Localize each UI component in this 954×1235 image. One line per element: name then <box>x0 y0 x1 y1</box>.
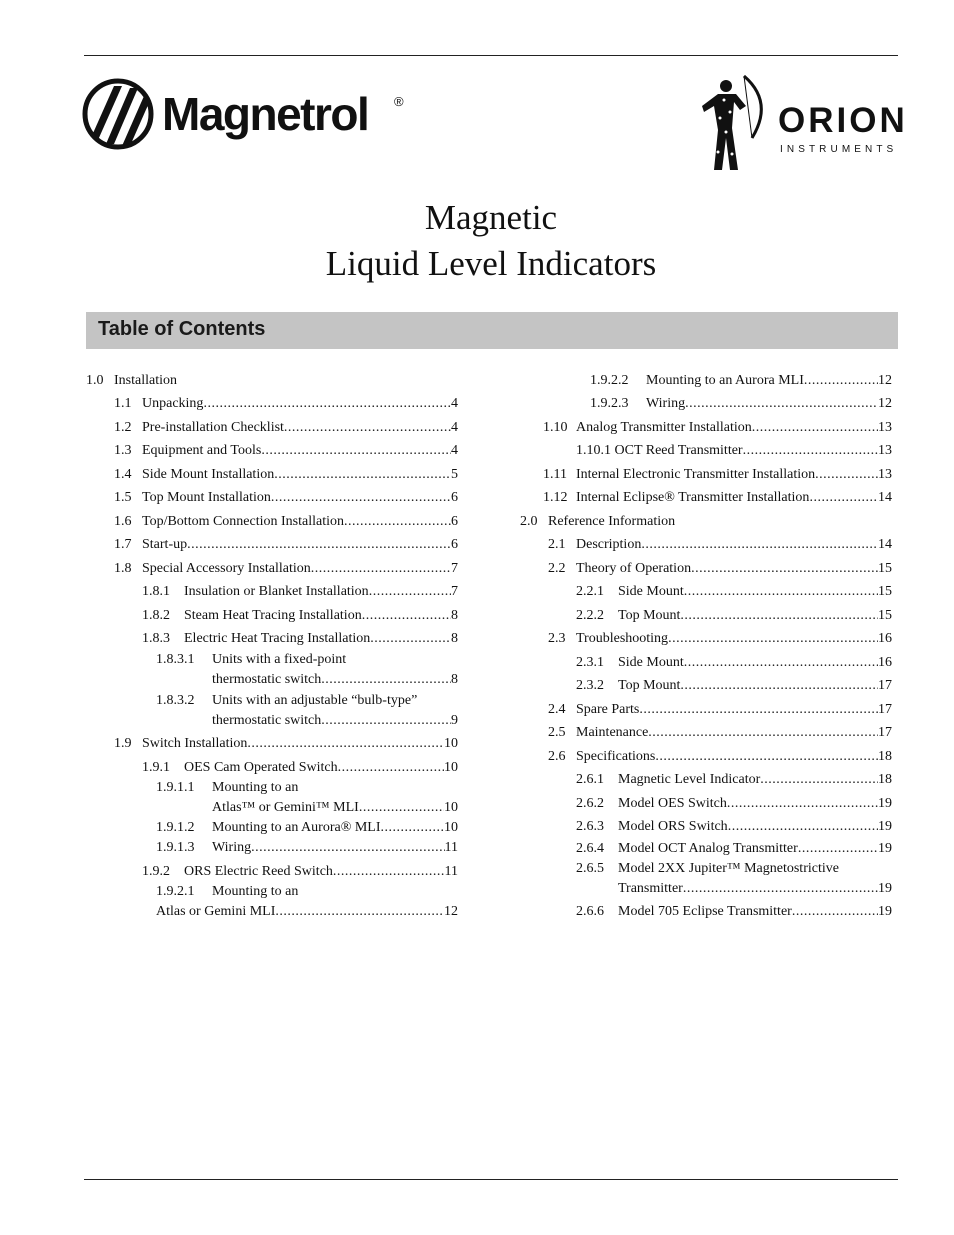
toc-page-number: 9 <box>451 713 458 728</box>
toc-entry-title: Internal Eclipse® Transmitter Installation <box>576 490 810 505</box>
toc-entry-number: 1.1 <box>114 396 132 411</box>
toc-page-number: 6 <box>451 514 458 529</box>
toc-dot-leader <box>792 903 878 921</box>
toc-entry-number: 1.9.2 <box>142 864 170 879</box>
toc-entry[interactable] <box>576 677 892 695</box>
toc-entry-number: 2.3.2 <box>576 678 604 693</box>
toc-entry-number: 1.12 <box>543 490 568 505</box>
toc-dot-leader <box>338 759 444 777</box>
toc-entry-number: 1.5 <box>114 490 132 505</box>
toc-entry-title: thermostatic switch <box>212 713 322 728</box>
toc-entry-title: Model OCT Analog Transmitter <box>618 841 798 856</box>
toc-entry-title: Mounting to an <box>212 780 299 795</box>
toc-entry[interactable] <box>576 583 892 601</box>
toc-page-number: 6 <box>451 490 458 505</box>
toc-entry[interactable] <box>576 442 892 460</box>
orion-archer-icon <box>700 72 778 177</box>
toc-entry-number: 2.0 <box>520 514 538 529</box>
toc-entry[interactable] <box>142 583 458 601</box>
top-rule <box>84 55 898 56</box>
toc-dot-leader <box>684 583 878 601</box>
toc-heading: Table of Contents <box>98 318 266 340</box>
toc-entry[interactable] <box>576 771 892 789</box>
toc-entry-title: thermostatic switch <box>212 672 322 687</box>
toc-dot-leader <box>370 630 451 648</box>
toc-entry-title: Model 705 Eclipse Transmitter <box>618 904 792 919</box>
toc-page-number: 7 <box>451 561 458 576</box>
toc-entry-number: 1.8.3.1 <box>156 652 195 667</box>
toc-entry-number: 1.9.1 <box>142 760 170 775</box>
toc-page-number: 12 <box>444 904 458 919</box>
toc-entry-title: Installation <box>114 373 177 388</box>
toc-entry-title: Equipment and Tools <box>142 443 262 458</box>
toc-dot-leader <box>321 712 451 730</box>
toc-entry-title: Spare Parts <box>576 702 640 717</box>
toc-page-number: 18 <box>878 772 892 787</box>
toc-entry-number: 2.2 <box>548 561 566 576</box>
toc-dot-leader <box>203 395 451 413</box>
toc-entry-number: 2.6.2 <box>576 796 604 811</box>
toc-entry-number: 1.6 <box>114 514 132 529</box>
toc-entry-number: 1.8.1 <box>142 584 170 599</box>
toc-page-number: 15 <box>878 561 892 576</box>
toc-dot-leader <box>369 583 451 601</box>
orion-wordmark: ORION <box>778 101 908 140</box>
toc-banner <box>86 312 898 349</box>
toc-dot-leader <box>680 607 878 625</box>
toc-dot-leader <box>261 442 451 460</box>
toc-dot-leader <box>275 903 444 921</box>
toc-entry[interactable] <box>212 712 458 730</box>
toc-entry-title: Side Mount <box>618 584 684 599</box>
toc-entry-title: Unpacking <box>142 396 204 411</box>
toc-entry-title: Start-up <box>142 537 188 552</box>
toc-entry[interactable] <box>548 630 892 648</box>
toc-dot-leader <box>344 513 451 531</box>
orion-instruments-logo <box>700 72 908 177</box>
toc-entry-title: Electric Heat Tracing Installation <box>184 631 371 646</box>
toc-entry-number: 1.4 <box>114 467 132 482</box>
toc-entry[interactable] <box>142 630 458 648</box>
toc-entry-title: Top Mount Installation <box>142 490 271 505</box>
toc-entry[interactable] <box>548 748 892 766</box>
toc-entry-number: 2.3 <box>548 631 566 646</box>
toc-dot-leader <box>680 677 878 695</box>
toc-entry[interactable] <box>576 818 892 836</box>
toc-entry-title: Specifications <box>576 749 656 764</box>
toc-entry[interactable] <box>156 651 458 669</box>
magnetrol-emblem-icon <box>82 78 154 150</box>
toc-entry-title: 1.10.1 OCT Reed Transmitter <box>576 443 743 458</box>
toc-page-number: 13 <box>878 467 892 482</box>
toc-page-number: 8 <box>451 672 458 687</box>
toc-entry-title: Top Mount <box>618 678 681 693</box>
toc-page-number: 10 <box>444 800 458 815</box>
toc-entry-title: Side Mount Installation <box>142 467 275 482</box>
toc-entry-title: Wiring <box>212 840 252 855</box>
toc-dot-leader <box>684 654 878 672</box>
toc-dot-leader <box>333 863 445 881</box>
toc-entry-number: 1.9 <box>114 736 132 751</box>
magnetrol-wordmark: Magnetrol <box>162 88 369 140</box>
toc-page-number: 14 <box>878 537 892 552</box>
toc-entry-title: Mounting to an Aurora MLI <box>646 373 804 388</box>
toc-entry-number: 2.6.5 <box>576 861 604 876</box>
toc-entry-number: 2.3.1 <box>576 655 604 670</box>
toc-dot-leader <box>321 671 451 689</box>
toc-entry[interactable] <box>114 513 458 531</box>
toc-entry[interactable] <box>576 903 892 921</box>
toc-page-number: 10 <box>444 760 458 775</box>
toc-entry[interactable] <box>520 513 892 531</box>
toc-dot-leader <box>815 466 878 484</box>
toc-entry-number: 1.3 <box>114 443 132 458</box>
toc-entry-number: 1.9.1.3 <box>156 840 195 855</box>
toc-entry-number: 2.6 <box>548 749 566 764</box>
toc-page-number: 17 <box>878 702 892 717</box>
toc-entry[interactable] <box>156 883 458 901</box>
toc-page-number: 4 <box>451 396 458 411</box>
toc-entry-number: 1.9.1.1 <box>156 780 195 795</box>
toc-entry[interactable] <box>114 489 458 507</box>
toc-entry[interactable] <box>156 779 458 797</box>
toc-entry-number: 2.4 <box>548 702 566 717</box>
toc-entry[interactable] <box>576 795 892 813</box>
toc-dot-leader <box>683 880 878 898</box>
toc-entry-title: Troubleshooting <box>576 631 669 646</box>
toc-entry-number: 1.9.2.3 <box>590 396 629 411</box>
toc-page-number: 19 <box>878 841 892 856</box>
toc-entry-title: Top Mount <box>618 608 681 623</box>
document-title-line-2: Liquid Level Indicators <box>325 244 657 283</box>
toc-dot-leader <box>648 724 878 742</box>
toc-dot-leader <box>809 489 878 507</box>
toc-entry-number: 1.8.2 <box>142 608 170 623</box>
toc-dot-leader <box>274 466 451 484</box>
toc-dot-leader <box>271 489 451 507</box>
toc-entry[interactable] <box>576 840 892 858</box>
toc-entry-number: 2.6.4 <box>576 841 604 856</box>
toc-page-number: 15 <box>878 584 892 599</box>
toc-dot-leader <box>655 748 878 766</box>
toc-entry[interactable] <box>114 735 458 753</box>
toc-page-number: 16 <box>878 631 892 646</box>
toc-entry-number: 2.2.2 <box>576 608 604 623</box>
toc-entry-number: 1.9.2.2 <box>590 373 629 388</box>
toc-entry-title: Model OES Switch <box>618 796 727 811</box>
toc-entry-number: 1.8.3 <box>142 631 170 646</box>
toc-entry[interactable] <box>576 860 892 878</box>
toc-entry-number: 1.10 <box>543 420 568 435</box>
toc-entry[interactable] <box>114 560 458 578</box>
toc-entry-title: Magnetic Level Indicator <box>618 772 761 787</box>
toc-page-number: 17 <box>878 725 892 740</box>
toc-entry[interactable] <box>590 395 892 413</box>
toc-entry-number: 2.6.1 <box>576 772 604 787</box>
toc-entry-title: OES Cam Operated Switch <box>184 760 338 775</box>
toc-entry[interactable] <box>142 863 458 881</box>
toc-entry[interactable] <box>212 799 458 817</box>
toc-entry-number: 1.7 <box>114 537 132 552</box>
toc-page-number: 8 <box>451 631 458 646</box>
toc-entry-title: Units with a fixed-point <box>212 652 347 667</box>
toc-entry-title: Reference Information <box>548 514 676 529</box>
toc-entry[interactable] <box>543 466 892 484</box>
toc-page-number: 10 <box>444 820 458 835</box>
toc-entry-title: Model ORS Switch <box>618 819 728 834</box>
toc-entry-number: 2.1 <box>548 537 566 552</box>
toc-dot-leader <box>639 701 878 719</box>
toc-entry[interactable] <box>114 395 458 413</box>
toc-dot-leader <box>804 372 878 390</box>
toc-page-number: 5 <box>451 467 458 482</box>
toc-dot-leader <box>251 839 444 857</box>
toc-entry[interactable] <box>576 654 892 672</box>
toc-entry-title: Wiring <box>646 396 686 411</box>
toc-entry-title: Internal Electronic Transmitter Installation <box>576 467 816 482</box>
toc-entry-title: Maintenance <box>576 725 649 740</box>
toc-entry[interactable] <box>548 701 892 719</box>
toc-entry[interactable] <box>590 372 892 390</box>
toc-entry-number: 1.9.2.1 <box>156 884 195 899</box>
toc-entry-title: Analog Transmitter Installation <box>576 420 752 435</box>
toc-entry[interactable] <box>543 419 892 437</box>
toc-entry-title: Special Accessory Installation <box>142 561 311 576</box>
toc-page-number: 19 <box>878 881 892 896</box>
toc-dot-leader <box>362 607 451 625</box>
toc-entry-title: ORS Electric Reed Switch <box>184 864 333 879</box>
toc-entry-title: Description <box>576 537 642 552</box>
toc-entry-title: Top/Bottom Connection Installation <box>142 514 345 529</box>
toc-page-number: 10 <box>444 736 458 751</box>
toc-entry-number: 2.6.6 <box>576 904 604 919</box>
toc-page-number: 6 <box>451 537 458 552</box>
toc-entry[interactable] <box>548 724 892 742</box>
toc-entry-number: 1.11 <box>543 467 567 482</box>
toc-entry-title: Atlas™ or Gemini™ MLI <box>212 800 359 815</box>
toc-entry-number: 2.5 <box>548 725 566 740</box>
toc-dot-leader <box>685 395 878 413</box>
toc-page-number: 18 <box>878 749 892 764</box>
magnetrol-logo <box>82 78 412 150</box>
toc-page-number: 19 <box>878 819 892 834</box>
toc-entry[interactable] <box>156 903 458 921</box>
toc-dot-leader <box>798 840 878 858</box>
toc-entry[interactable] <box>548 560 892 578</box>
toc-dot-leader <box>359 799 444 817</box>
toc-dot-leader <box>641 536 878 554</box>
toc-page-number: 19 <box>878 904 892 919</box>
toc-dot-leader <box>760 771 878 789</box>
toc-dot-leader <box>743 442 878 460</box>
toc-page-number: 16 <box>878 655 892 670</box>
toc-entry-title: Model 2XX Jupiter™ Magnetostrictive <box>618 861 839 876</box>
toc-entry[interactable] <box>548 536 892 554</box>
toc-entry[interactable] <box>142 759 458 777</box>
toc-entry-title: Switch Installation <box>142 736 248 751</box>
toc-dot-leader <box>284 419 451 437</box>
document-title-line-1: Magnetic <box>424 198 558 237</box>
toc-page-number: 12 <box>878 373 892 388</box>
toc-entry[interactable] <box>156 839 458 857</box>
toc-page-number: 19 <box>878 796 892 811</box>
toc-entry[interactable] <box>543 489 892 507</box>
toc-entry-title: Theory of Operation <box>576 561 692 576</box>
toc-dot-leader <box>668 630 878 648</box>
toc-dot-leader <box>381 819 444 837</box>
toc-page-number: 15 <box>878 608 892 623</box>
toc-entry[interactable] <box>576 607 892 625</box>
toc-dot-leader <box>247 735 444 753</box>
toc-entry-number: 1.0 <box>86 373 104 388</box>
toc-entry-title: Mounting to an Aurora® MLI <box>212 820 381 835</box>
toc-page-number: 17 <box>878 678 892 693</box>
toc-entry[interactable] <box>618 880 892 898</box>
toc-entry[interactable] <box>114 419 458 437</box>
toc-dot-leader <box>311 560 451 578</box>
toc-page-number: 13 <box>878 443 892 458</box>
toc-entry[interactable] <box>212 671 458 689</box>
toc-entry[interactable] <box>142 607 458 625</box>
toc-entry[interactable] <box>114 442 458 460</box>
toc-page-number: 12 <box>878 396 892 411</box>
toc-page-number: 4 <box>451 420 458 435</box>
toc-dot-leader <box>187 536 451 554</box>
toc-entry-number: 2.2.1 <box>576 584 604 599</box>
toc-entry-number: 2.6.3 <box>576 819 604 834</box>
toc-dot-leader <box>752 419 878 437</box>
registered-mark: ® <box>394 94 404 109</box>
orion-subtitle: INSTRUMENTS <box>780 144 898 155</box>
toc-entry-title: Units with an adjustable “bulb-type” <box>212 693 418 708</box>
toc-page-number: 7 <box>451 584 458 599</box>
toc-entry[interactable] <box>86 372 458 390</box>
toc-dot-leader <box>727 795 878 813</box>
toc-entry-title: Mounting to an <box>212 884 299 899</box>
toc-entry-number: 1.2 <box>114 420 132 435</box>
toc-page-number: 11 <box>444 864 458 879</box>
toc-entry-number: 1.8.3.2 <box>156 693 195 708</box>
toc-entry[interactable] <box>114 466 458 484</box>
bottom-rule <box>84 1179 898 1180</box>
toc-page-number: 8 <box>451 608 458 623</box>
toc-entry-title: Side Mount <box>618 655 684 670</box>
toc-entry[interactable] <box>156 692 458 710</box>
toc-dot-leader <box>728 818 878 836</box>
toc-entry-number: 1.8 <box>114 561 132 576</box>
toc-entry-title: Transmitter <box>618 881 683 896</box>
toc-page-number: 14 <box>878 490 892 505</box>
toc-page-number: 11 <box>444 840 458 855</box>
toc-dot-leader <box>691 560 878 578</box>
toc-entry[interactable] <box>114 536 458 554</box>
toc-entry-number: 1.9.1.2 <box>156 820 195 835</box>
toc-page-number: 4 <box>451 443 458 458</box>
toc-entry[interactable] <box>156 819 458 837</box>
toc-entry-title: Insulation or Blanket Installation <box>184 584 369 599</box>
toc-entry-title: Atlas or Gemini MLI <box>156 904 276 919</box>
toc-page-number: 13 <box>878 420 892 435</box>
toc-entry-title: Pre-installation Checklist <box>142 420 284 435</box>
toc-entry-title: Steam Heat Tracing Installation <box>184 608 362 623</box>
